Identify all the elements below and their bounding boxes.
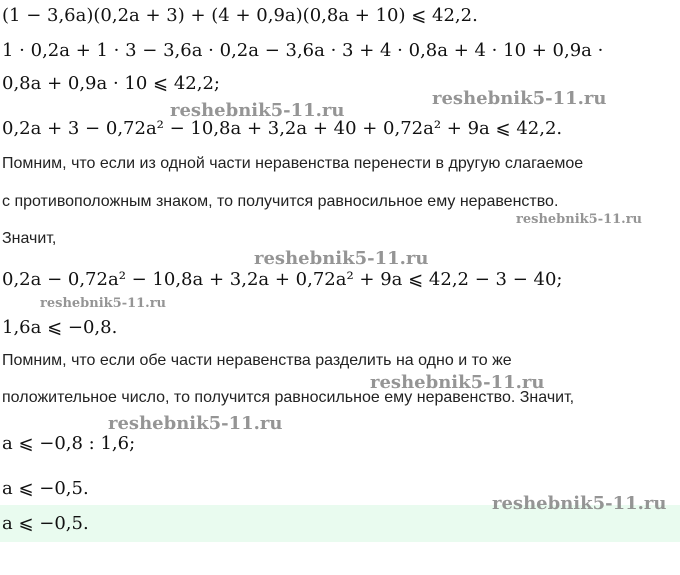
- watermark: reshebnik5-11.ru: [170, 100, 345, 121]
- answer-value: a ⩽ −0,5.: [2, 513, 89, 534]
- equation-line-8: a ⩽ −0,5.: [2, 478, 89, 499]
- watermark: reshebnik5-11.ru: [40, 296, 167, 311]
- equation-line-2: 1 · 0,2a + 1 · 3 − 3,6a · 0,2a − 3,6a · 3 + 4 · 0,8a + 4 · 10 + 0,9a ·: [2, 40, 604, 61]
- watermark: reshebnik5-11.ru: [432, 88, 607, 109]
- text-line-5: положительное число, то получится равносильное ему неравенство. Значит,: [2, 389, 575, 406]
- watermark: reshebnik5-11.ru: [254, 248, 429, 269]
- equation-line-3: 0,8a + 0,9a · 10 ⩽ 42,2;: [2, 73, 220, 94]
- equation-line-5: 0,2a − 0,72a² − 10,8a + 3,2a + 0,72a² + 9a ⩽ 42,2 − 3 − 40;: [2, 269, 563, 290]
- text-line-2: с противоположным знаком, то получится равносильное ему неравенство.: [2, 193, 559, 210]
- text-line-3: Значит,: [2, 230, 57, 247]
- equation-line-6: 1,6a ⩽ −0,8.: [2, 317, 118, 338]
- watermark: reshebnik5-11.ru: [516, 212, 643, 227]
- equation-line-4: 0,2a + 3 − 0,72a² − 10,8a + 3,2a + 40 + 0,72a² + 9a ⩽ 42,2.: [2, 118, 563, 139]
- equation-line-7: a ⩽ −0,8 : 1,6;: [2, 433, 136, 454]
- watermark: reshebnik5-11.ru: [108, 413, 283, 434]
- text-line-4: Помним, что если обе части неравенства разделить на одно и то же: [2, 352, 512, 369]
- watermark: reshebnik5-11.ru: [492, 493, 667, 514]
- equation-line-1: (1 − 3,6a)(0,2a + 3) + (4 + 0,9a)(0,8a + 10) ⩽ 42,2.: [2, 5, 478, 26]
- text-line-1: Помним, что если из одной части неравенства перенести в другую слагаемое: [2, 155, 584, 172]
- watermark: reshebnik5-11.ru: [370, 372, 545, 393]
